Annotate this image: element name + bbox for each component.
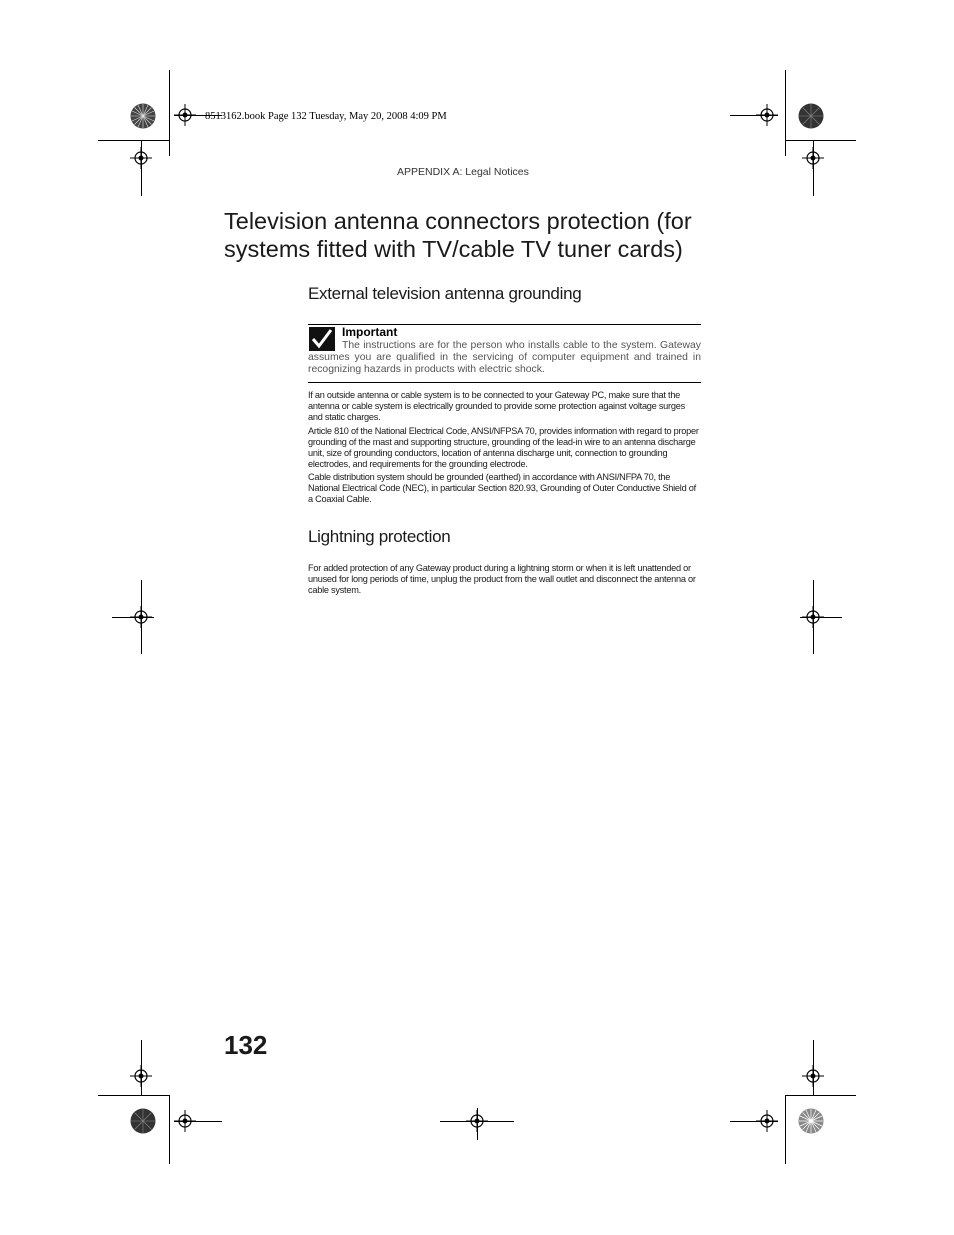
page-title: Television antenna connectors protection (for systems fitted with TV/cable TV tuner cards) bbox=[224, 208, 692, 262]
registration-target-icon bbox=[130, 606, 152, 628]
paragraph: Cable distribution system should be grounded (earthed) in accordance with ANSI/NFPA 70, the National Electrical Code (NEC), in particular Section 820.93, Grounding of Outer Conductive Shield of a Coaxial Cable. bbox=[308, 472, 696, 504]
registration-target-icon bbox=[174, 1110, 196, 1132]
paragraph: If an outside antenna or cable system is to be connected to your Gateway PC, make sure that the antenna or cable system is electrically grounded to provide some protection against voltage surges and static charges. bbox=[308, 390, 685, 422]
print-rosette-icon bbox=[798, 103, 824, 129]
important-note bbox=[308, 324, 701, 383]
registration-target-icon bbox=[466, 1110, 488, 1132]
registration-target-icon bbox=[174, 104, 196, 126]
paragraph: For added protection of any Gateway product during a lightning storm or when it is left unattended or unused for long periods of time, unplug the product from the wall outlet and disconnect the antenna or cable system. bbox=[308, 563, 696, 595]
running-head: APPENDIX A: Legal Notices bbox=[397, 166, 529, 178]
note-title: Important bbox=[342, 325, 398, 339]
registration-target-icon bbox=[802, 606, 824, 628]
print-rosette-icon bbox=[130, 103, 156, 129]
registration-target-icon bbox=[802, 147, 824, 169]
registration-target-icon bbox=[756, 104, 778, 126]
registration-target-icon bbox=[802, 1065, 824, 1087]
section-heading-grounding: External television antenna grounding bbox=[308, 284, 582, 303]
print-rosette-icon bbox=[130, 1108, 156, 1134]
section-heading-lightning: Lightning protection bbox=[308, 527, 451, 546]
registration-target-icon bbox=[756, 1110, 778, 1132]
note-text: The instructions are for the person who installs cable to the system. Gateway assumes you are qualified in the servicing of computer equipment and trained in recognizing hazards in products with electric shock. bbox=[308, 340, 701, 375]
print-rosette-icon bbox=[798, 1108, 824, 1134]
paragraph: Article 810 of the National Electrical Code, ANSI/NFPSA 70, provides information with regard to proper grounding of the mast and supporting structure, grounding of the lead-in wire to an antenna discharge unit, size of grounding conductors, location of antenna discharge unit, connection to grounding electrodes, and requirements for the grounding electrode. bbox=[308, 426, 699, 469]
print-info: 8513162.book Page 132 Tuesday, May 20, 2008 4:09 PM bbox=[205, 111, 447, 122]
registration-target-icon bbox=[130, 1065, 152, 1087]
page-number: 132 bbox=[224, 1030, 268, 1060]
registration-target-icon bbox=[130, 147, 152, 169]
